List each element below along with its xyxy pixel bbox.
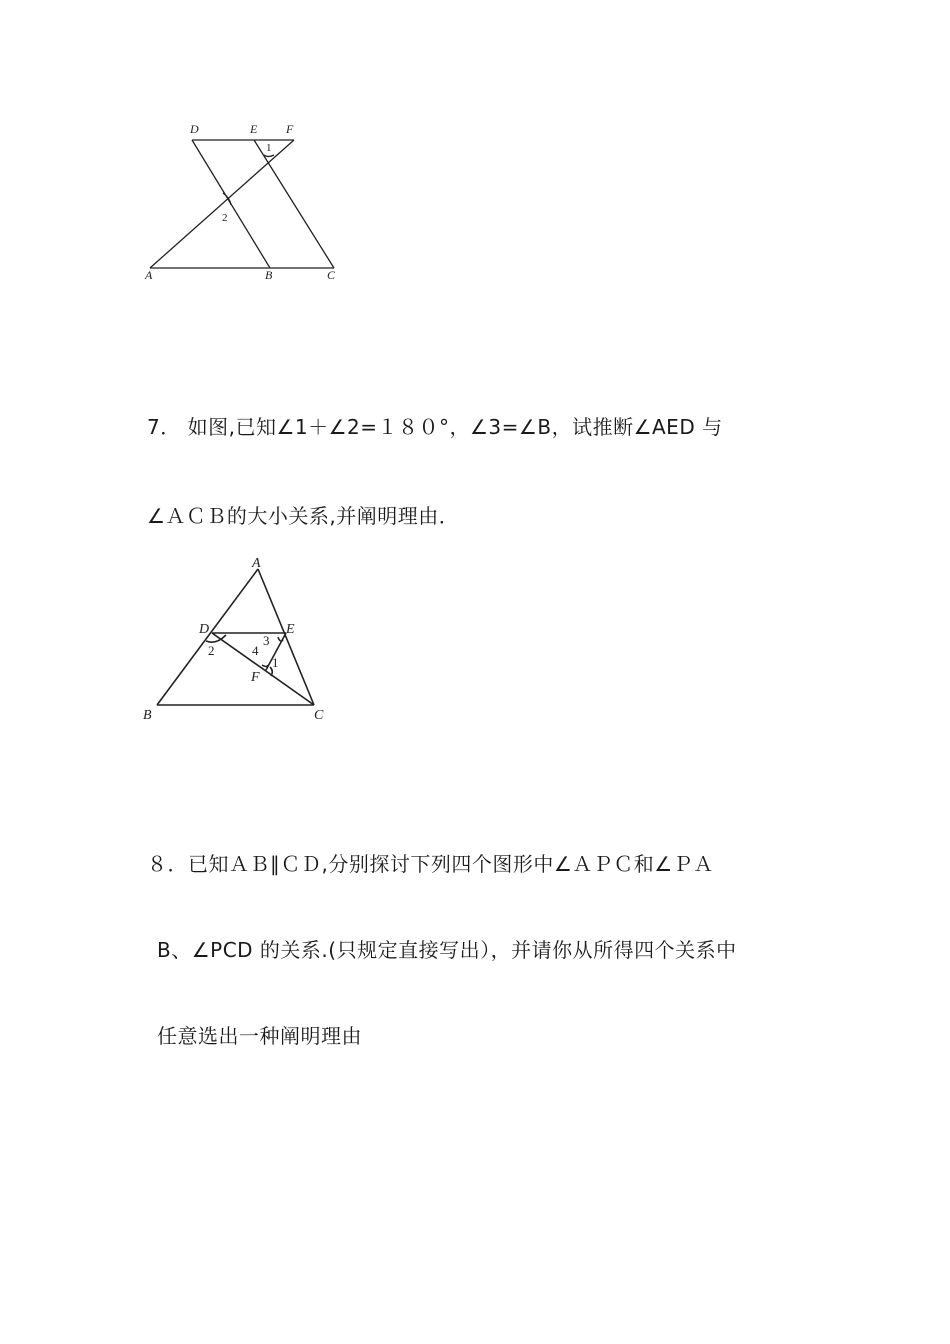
problem-8-line-2: B、∠PCD 的关系.(只规定直接写出），并请你从所得四个关系中 xyxy=(157,938,737,962)
angle-4-arc xyxy=(262,665,268,667)
label-angle-1: 1 xyxy=(266,142,272,154)
label-d: D xyxy=(199,622,210,637)
problem-7-line-1: 7． 如图,已知∠1＋∠2=１８０°，∠3=∠B，试推断∠AED 与 xyxy=(147,415,723,439)
label-angle-1: 1 xyxy=(272,655,279,670)
label-f: F xyxy=(251,670,260,685)
label-f: F xyxy=(286,122,294,136)
label-c: C xyxy=(327,268,336,282)
problem-8-line-3: 任意选出一种阐明理由 xyxy=(157,1024,362,1048)
label-e: E xyxy=(286,622,295,637)
label-a: A xyxy=(252,556,261,571)
label-d: D xyxy=(190,122,199,136)
segment-af xyxy=(150,140,294,268)
angle-1-arc xyxy=(264,155,274,157)
label-e: E xyxy=(250,122,258,136)
label-angle-2: 2 xyxy=(208,643,215,658)
label-b: B xyxy=(143,708,152,723)
label-b: B xyxy=(265,268,273,282)
figure-triangle-diagram xyxy=(140,553,340,725)
label-angle-2: 2 xyxy=(222,212,228,224)
label-c: C xyxy=(314,708,324,723)
segment-ab xyxy=(157,569,258,705)
problem-8-line-1: ８．已知ＡＢ∥ＣＤ,分别探讨下列四个图形中∠ＡＰＣ和∠ＰＡ xyxy=(147,852,714,876)
label-angle-3: 3 xyxy=(263,633,270,648)
figure-parallelogram-diagram xyxy=(140,118,360,288)
label-angle-4: 4 xyxy=(252,643,259,658)
label-a: A xyxy=(145,268,153,282)
problem-7-line-2: ∠ＡＣＢ的大小关系,并阐明理由． xyxy=(147,504,460,528)
segment-ec xyxy=(254,140,334,268)
